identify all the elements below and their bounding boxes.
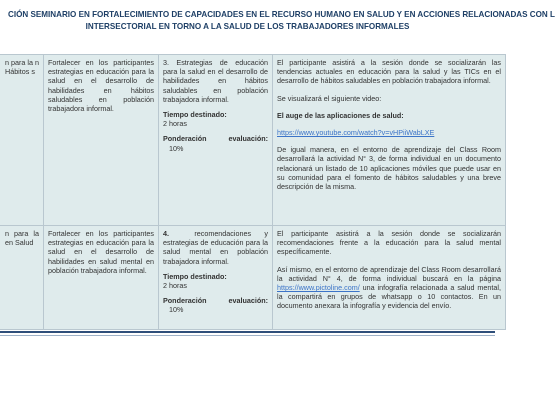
footer-divider — [0, 331, 495, 333]
video-intro: Se visualizará el siguiente video: — [277, 93, 382, 103]
cell-session — [159, 226, 273, 330]
cell-topic — [0, 55, 44, 226]
topic-text: n para la n Hábitos s — [5, 58, 39, 77]
table-row — [0, 55, 506, 226]
title-line-2: INTERSECTORIAL EN TORNO A LA SALUD DE LOS TRABAJADORES INFORMALES — [85, 22, 410, 31]
time-label: Tiempo destinado: — [163, 271, 227, 281]
document-title — [0, 9, 555, 33]
cell-activity — [273, 226, 506, 330]
objective-text: Fortalecer en los participantes estrategias en educación para la salud en el desarrollo de habilidades en salud mental en población trabajadora informal. — [48, 229, 154, 275]
time-value: 2 horas — [163, 281, 187, 291]
activity-intro: El participante asistirá a la sesión donde se socializarán recomendaciones frente a la educación para la salud mental específicamente. — [277, 229, 501, 257]
time-label: Tiempo destinado: — [163, 110, 227, 120]
activity-description-end: una infografía relacionada a salud mental, la compartirá en grupos de whatsapp o 10 contactos. En un documento anexara la infografía y evidencia del envío. — [277, 283, 501, 311]
activity-description: Así mismo, en el entorno de aprendizaje del Class Room desarrollará la actividad N° 4, de forma individual buscará en la página — [277, 264, 501, 283]
activity-intro: El participante asistirá a la sesión donde se socializarán las tendencias actuales en educación para la salud y las TICs en el desarrollo de hábitos saludables en población trabajadora informal. — [277, 58, 501, 86]
curriculum-table — [0, 54, 506, 330]
weight-value: 10% — [169, 305, 184, 315]
video-link[interactable]: https://www.youtube.com/watch?v=vHPiiWabLXE — [277, 128, 435, 138]
topic-text: n para la en Salud — [5, 229, 39, 248]
session-number: 4. — [163, 229, 169, 238]
pictoline-link[interactable]: https://www.pictoline.com/ — [277, 283, 360, 293]
cell-topic — [0, 226, 44, 330]
cell-objective — [44, 226, 159, 330]
table-row — [0, 226, 506, 330]
session-text: 3. Estrategias de educación para la salud en el desarrollo de habilidades en hábitos saludables en población trabajadora informal. — [163, 58, 268, 104]
objective-text: Fortalecer en los participantes estrategias en educación para la salud en el desarrollo de habilidades en hábitos saludables en población trabajadora informal. — [48, 58, 154, 114]
video-title: El auge de las aplicaciones de salud: — [277, 110, 404, 120]
cell-activity — [273, 55, 506, 226]
cell-session — [159, 55, 273, 226]
weight-label: Ponderación evaluación: — [163, 296, 268, 306]
time-value: 2 horas — [163, 119, 187, 129]
activity-description: De igual manera, en el entorno de aprendizaje del Class Room desarrollará la actividad N° 3, de forma individual en un documento relacionará un listado de 10 aplicaciones móviles que puede usar en su comunidad para el fomento de hábitos saludables y una breve descripción de la misma. — [277, 145, 501, 192]
title-line-1: CIÓN SEMINARIO EN FORTALECIMIENTO DE CAPACIDADES EN EL RECURSO HUMANO EN SALUD Y EN ACCIONES RELACIONADAS CON L — [8, 10, 555, 19]
weight-value: 10% — [169, 143, 184, 153]
cell-objective — [44, 55, 159, 226]
session-text: recomendaciones y estrategias de educación para la salud mental en población trabajadora informal. — [163, 229, 269, 266]
footer-divider-thin — [0, 335, 495, 336]
weight-label: Ponderación evaluación: — [163, 134, 268, 144]
